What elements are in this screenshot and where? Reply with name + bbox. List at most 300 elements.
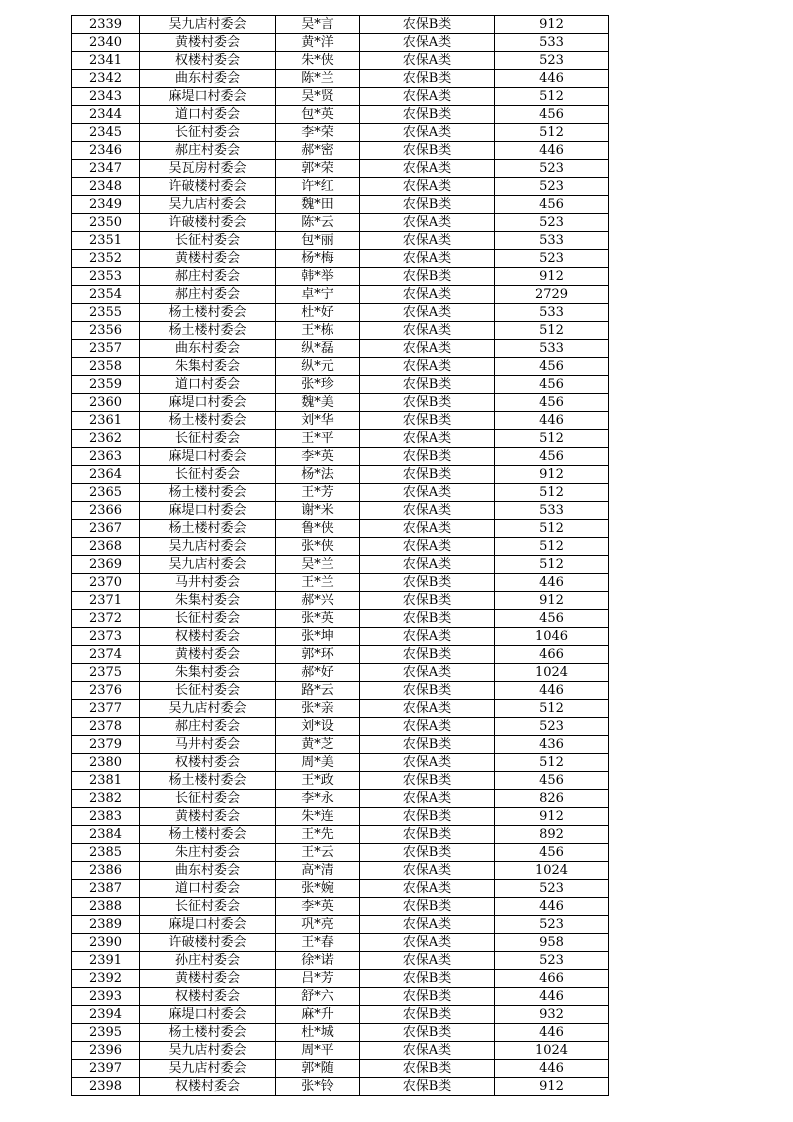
cell-amount: 512	[495, 538, 609, 556]
table-row	[72, 196, 609, 214]
cell-amount: 533	[495, 502, 609, 520]
cell-category: 农保A类	[360, 124, 495, 142]
cell-amount: 1024	[495, 862, 609, 880]
table-row	[72, 268, 609, 286]
cell-village-committee: 吴九店村委会	[140, 700, 276, 718]
table-row	[72, 970, 609, 988]
cell-amount: 446	[495, 574, 609, 592]
cell-category: 农保A类	[360, 34, 495, 52]
table-row	[72, 358, 609, 376]
cell-category: 农保B类	[360, 466, 495, 484]
cell-village-committee: 杨土楼村委会	[140, 322, 276, 340]
table-row	[72, 826, 609, 844]
cell-category: 农保B类	[360, 898, 495, 916]
cell-category: 农保A类	[360, 178, 495, 196]
cell-name: 高*清	[276, 862, 360, 880]
table-row	[72, 700, 609, 718]
cell-serial: 2369	[72, 556, 140, 574]
cell-serial: 2363	[72, 448, 140, 466]
cell-name: 郭*荣	[276, 160, 360, 178]
cell-serial: 2389	[72, 916, 140, 934]
cell-village-committee: 吴九店村委会	[140, 538, 276, 556]
cell-category: 农保B类	[360, 142, 495, 160]
cell-serial: 2365	[72, 484, 140, 502]
table-row	[72, 304, 609, 322]
cell-category: 农保A类	[360, 718, 495, 736]
cell-amount: 436	[495, 736, 609, 754]
cell-amount: 456	[495, 106, 609, 124]
cell-serial: 2398	[72, 1078, 140, 1096]
cell-name: 舒*六	[276, 988, 360, 1006]
cell-name: 包*英	[276, 106, 360, 124]
cell-name: 卓*宁	[276, 286, 360, 304]
table-row	[72, 520, 609, 538]
cell-category: 农保B类	[360, 844, 495, 862]
table-row	[72, 250, 609, 268]
cell-amount: 512	[495, 484, 609, 502]
data-table	[71, 15, 609, 1096]
cell-category: 农保A类	[360, 862, 495, 880]
cell-village-committee: 道口村委会	[140, 880, 276, 898]
cell-name: 吴*兰	[276, 556, 360, 574]
cell-amount: 446	[495, 898, 609, 916]
cell-name: 郭*随	[276, 1060, 360, 1078]
cell-category: 农保A类	[360, 934, 495, 952]
table-row	[72, 1006, 609, 1024]
cell-serial: 2348	[72, 178, 140, 196]
table-row	[72, 880, 609, 898]
table-row	[72, 862, 609, 880]
cell-village-committee: 长征村委会	[140, 466, 276, 484]
cell-village-committee: 权楼村委会	[140, 52, 276, 70]
cell-village-committee: 黄楼村委会	[140, 970, 276, 988]
cell-category: 农保B类	[360, 448, 495, 466]
table-row	[72, 934, 609, 952]
cell-name: 吕*芳	[276, 970, 360, 988]
table-row	[72, 394, 609, 412]
cell-name: 郝*好	[276, 664, 360, 682]
cell-serial: 2346	[72, 142, 140, 160]
cell-village-committee: 朱集村委会	[140, 664, 276, 682]
cell-name: 张*侠	[276, 538, 360, 556]
cell-category: 农保A类	[360, 754, 495, 772]
table-row	[72, 466, 609, 484]
cell-village-committee: 权楼村委会	[140, 628, 276, 646]
cell-serial: 2394	[72, 1006, 140, 1024]
cell-amount: 912	[495, 808, 609, 826]
cell-amount: 1024	[495, 1042, 609, 1060]
cell-village-committee: 权楼村委会	[140, 1078, 276, 1096]
cell-village-committee: 麻堤口村委会	[140, 502, 276, 520]
cell-serial: 2371	[72, 592, 140, 610]
cell-name: 郝*兴	[276, 592, 360, 610]
cell-name: 刘*华	[276, 412, 360, 430]
cell-serial: 2375	[72, 664, 140, 682]
cell-village-committee: 吴瓦房村委会	[140, 160, 276, 178]
table-row	[72, 808, 609, 826]
cell-category: 农保B类	[360, 196, 495, 214]
cell-serial: 2343	[72, 88, 140, 106]
cell-amount: 512	[495, 520, 609, 538]
table-body	[72, 16, 609, 1096]
cell-serial: 2358	[72, 358, 140, 376]
cell-village-committee: 麻堤口村委会	[140, 1006, 276, 1024]
cell-serial: 2356	[72, 322, 140, 340]
cell-serial: 2378	[72, 718, 140, 736]
cell-name: 张*英	[276, 610, 360, 628]
cell-name: 周*美	[276, 754, 360, 772]
cell-amount: 446	[495, 412, 609, 430]
cell-category: 农保A类	[360, 538, 495, 556]
cell-amount: 456	[495, 772, 609, 790]
cell-village-committee: 吴九店村委会	[140, 556, 276, 574]
cell-village-committee: 杨土楼村委会	[140, 1024, 276, 1042]
cell-amount: 1024	[495, 664, 609, 682]
cell-amount: 912	[495, 16, 609, 34]
table-row	[72, 916, 609, 934]
cell-village-committee: 麻堤口村委会	[140, 394, 276, 412]
table-row	[72, 340, 609, 358]
cell-amount: 523	[495, 880, 609, 898]
cell-name: 麻*升	[276, 1006, 360, 1024]
cell-village-committee: 杨土楼村委会	[140, 772, 276, 790]
cell-category: 农保B类	[360, 826, 495, 844]
table-row	[72, 214, 609, 232]
cell-name: 李*荣	[276, 124, 360, 142]
table-row	[72, 556, 609, 574]
table-row	[72, 898, 609, 916]
table-row	[72, 1024, 609, 1042]
cell-category: 农保B类	[360, 106, 495, 124]
table-row	[72, 1042, 609, 1060]
cell-name: 刘*设	[276, 718, 360, 736]
cell-serial: 2373	[72, 628, 140, 646]
cell-name: 王*平	[276, 430, 360, 448]
cell-name: 王*先	[276, 826, 360, 844]
cell-category: 农保A类	[360, 502, 495, 520]
cell-village-committee: 朱集村委会	[140, 592, 276, 610]
cell-name: 王*政	[276, 772, 360, 790]
cell-serial: 2388	[72, 898, 140, 916]
table-row	[72, 412, 609, 430]
cell-serial: 2382	[72, 790, 140, 808]
table-row	[72, 574, 609, 592]
cell-amount: 533	[495, 340, 609, 358]
cell-serial: 2380	[72, 754, 140, 772]
cell-name: 王*春	[276, 934, 360, 952]
cell-amount: 446	[495, 70, 609, 88]
table-row	[72, 736, 609, 754]
cell-serial: 2352	[72, 250, 140, 268]
cell-category: 农保B类	[360, 988, 495, 1006]
cell-village-committee: 长征村委会	[140, 124, 276, 142]
cell-name: 李*永	[276, 790, 360, 808]
table-row	[72, 106, 609, 124]
cell-amount: 523	[495, 160, 609, 178]
cell-category: 农保B类	[360, 376, 495, 394]
cell-name: 张*珍	[276, 376, 360, 394]
table-row	[72, 754, 609, 772]
cell-category: 农保B类	[360, 1024, 495, 1042]
cell-name: 周*平	[276, 1042, 360, 1060]
cell-village-committee: 孙庄村委会	[140, 952, 276, 970]
cell-village-committee: 道口村委会	[140, 376, 276, 394]
cell-name: 李*英	[276, 448, 360, 466]
cell-serial: 2395	[72, 1024, 140, 1042]
cell-village-committee: 道口村委会	[140, 106, 276, 124]
cell-village-committee: 许破楼村委会	[140, 214, 276, 232]
cell-village-committee: 黄楼村委会	[140, 646, 276, 664]
cell-serial: 2359	[72, 376, 140, 394]
cell-serial: 2349	[72, 196, 140, 214]
cell-amount: 912	[495, 592, 609, 610]
cell-name: 王*栋	[276, 322, 360, 340]
cell-village-committee: 长征村委会	[140, 790, 276, 808]
cell-village-committee: 黄楼村委会	[140, 250, 276, 268]
cell-category: 农保B类	[360, 574, 495, 592]
table-row	[72, 286, 609, 304]
table-row	[72, 142, 609, 160]
cell-amount: 512	[495, 754, 609, 772]
cell-category: 农保B类	[360, 394, 495, 412]
cell-serial: 2376	[72, 682, 140, 700]
cell-serial: 2390	[72, 934, 140, 952]
cell-category: 农保B类	[360, 70, 495, 88]
cell-serial: 2392	[72, 970, 140, 988]
cell-village-committee: 麻堤口村委会	[140, 448, 276, 466]
cell-serial: 2366	[72, 502, 140, 520]
cell-name: 张*婉	[276, 880, 360, 898]
cell-amount: 512	[495, 88, 609, 106]
cell-name: 张*铃	[276, 1078, 360, 1096]
cell-name: 纵*磊	[276, 340, 360, 358]
cell-category: 农保A类	[360, 916, 495, 934]
cell-category: 农保A类	[360, 556, 495, 574]
cell-amount: 446	[495, 1060, 609, 1078]
cell-amount: 446	[495, 142, 609, 160]
cell-category: 农保B类	[360, 610, 495, 628]
cell-village-committee: 吴九店村委会	[140, 1060, 276, 1078]
cell-amount: 523	[495, 250, 609, 268]
cell-name: 黄*芝	[276, 736, 360, 754]
cell-village-committee: 曲东村委会	[140, 340, 276, 358]
cell-serial: 2351	[72, 232, 140, 250]
cell-amount: 932	[495, 1006, 609, 1024]
cell-village-committee: 杨土楼村委会	[140, 826, 276, 844]
cell-village-committee: 长征村委会	[140, 610, 276, 628]
cell-name: 徐*诺	[276, 952, 360, 970]
table-row	[72, 160, 609, 178]
cell-amount: 456	[495, 358, 609, 376]
cell-amount: 523	[495, 178, 609, 196]
cell-category: 农保B类	[360, 736, 495, 754]
cell-village-committee: 长征村委会	[140, 232, 276, 250]
cell-amount: 2729	[495, 286, 609, 304]
cell-serial: 2393	[72, 988, 140, 1006]
table-row	[72, 646, 609, 664]
cell-amount: 512	[495, 430, 609, 448]
cell-village-committee: 杨土楼村委会	[140, 304, 276, 322]
table-row	[72, 232, 609, 250]
cell-village-committee: 许破楼村委会	[140, 934, 276, 952]
cell-name: 许*红	[276, 178, 360, 196]
cell-name: 巩*亮	[276, 916, 360, 934]
cell-name: 谢*米	[276, 502, 360, 520]
cell-name: 魏*美	[276, 394, 360, 412]
cell-serial: 2344	[72, 106, 140, 124]
cell-amount: 512	[495, 124, 609, 142]
cell-category: 农保A类	[360, 340, 495, 358]
cell-amount: 446	[495, 1024, 609, 1042]
cell-serial: 2385	[72, 844, 140, 862]
cell-village-committee: 朱集村委会	[140, 358, 276, 376]
cell-village-committee: 长征村委会	[140, 682, 276, 700]
cell-serial: 2384	[72, 826, 140, 844]
cell-category: 农保A类	[360, 628, 495, 646]
table-row	[72, 484, 609, 502]
cell-name: 陈*兰	[276, 70, 360, 88]
cell-name: 杨*梅	[276, 250, 360, 268]
cell-name: 吴*言	[276, 16, 360, 34]
cell-amount: 512	[495, 556, 609, 574]
cell-serial: 2383	[72, 808, 140, 826]
table-row	[72, 952, 609, 970]
cell-amount: 912	[495, 268, 609, 286]
cell-category: 农保A类	[360, 520, 495, 538]
cell-village-committee: 曲东村委会	[140, 70, 276, 88]
cell-category: 农保A类	[360, 430, 495, 448]
cell-category: 农保B类	[360, 772, 495, 790]
cell-amount: 523	[495, 214, 609, 232]
table-row	[72, 628, 609, 646]
table-row	[72, 1060, 609, 1078]
cell-category: 农保A类	[360, 214, 495, 232]
cell-village-committee: 郝庄村委会	[140, 142, 276, 160]
table-row	[72, 70, 609, 88]
cell-serial: 2357	[72, 340, 140, 358]
cell-amount: 512	[495, 700, 609, 718]
table-row	[72, 790, 609, 808]
cell-category: 农保A类	[360, 322, 495, 340]
cell-category: 农保A类	[360, 1042, 495, 1060]
cell-serial: 2347	[72, 160, 140, 178]
cell-amount: 533	[495, 232, 609, 250]
table-row	[72, 592, 609, 610]
cell-category: 农保B类	[360, 1078, 495, 1096]
cell-name: 包*丽	[276, 232, 360, 250]
cell-category: 农保A类	[360, 700, 495, 718]
cell-serial: 2381	[72, 772, 140, 790]
cell-category: 农保B类	[360, 16, 495, 34]
cell-category: 农保A类	[360, 88, 495, 106]
cell-category: 农保B类	[360, 592, 495, 610]
cell-serial: 2361	[72, 412, 140, 430]
cell-name: 王*兰	[276, 574, 360, 592]
cell-amount: 512	[495, 322, 609, 340]
cell-category: 农保A类	[360, 880, 495, 898]
cell-name: 张*坤	[276, 628, 360, 646]
cell-serial: 2345	[72, 124, 140, 142]
table-row	[72, 610, 609, 628]
cell-village-committee: 麻堤口村委会	[140, 88, 276, 106]
cell-name: 纵*元	[276, 358, 360, 376]
cell-name: 黄*洋	[276, 34, 360, 52]
table-row	[72, 772, 609, 790]
cell-amount: 446	[495, 682, 609, 700]
cell-amount: 533	[495, 304, 609, 322]
cell-village-committee: 曲东村委会	[140, 862, 276, 880]
cell-village-committee: 杨土楼村委会	[140, 520, 276, 538]
table-row	[72, 664, 609, 682]
table-row	[72, 124, 609, 142]
cell-serial: 2386	[72, 862, 140, 880]
table-row	[72, 34, 609, 52]
cell-amount: 446	[495, 988, 609, 1006]
cell-name: 李*英	[276, 898, 360, 916]
cell-serial: 2396	[72, 1042, 140, 1060]
cell-amount: 456	[495, 844, 609, 862]
cell-village-committee: 长征村委会	[140, 430, 276, 448]
table-row	[72, 1078, 609, 1096]
cell-name: 陈*云	[276, 214, 360, 232]
cell-serial: 2377	[72, 700, 140, 718]
cell-category: 农保A类	[360, 232, 495, 250]
cell-category: 农保A类	[360, 358, 495, 376]
cell-name: 韩*举	[276, 268, 360, 286]
table-row	[72, 376, 609, 394]
cell-village-committee: 黄楼村委会	[140, 34, 276, 52]
cell-category: 农保A类	[360, 286, 495, 304]
cell-serial: 2340	[72, 34, 140, 52]
table-row	[72, 448, 609, 466]
table-row	[72, 322, 609, 340]
cell-name: 朱*连	[276, 808, 360, 826]
cell-serial: 2364	[72, 466, 140, 484]
cell-amount: 466	[495, 970, 609, 988]
cell-category: 农保A类	[360, 664, 495, 682]
cell-village-committee: 杨土楼村委会	[140, 412, 276, 430]
cell-category: 农保B类	[360, 1060, 495, 1078]
cell-name: 郭*环	[276, 646, 360, 664]
cell-village-committee: 吴九店村委会	[140, 1042, 276, 1060]
cell-category: 农保A类	[360, 52, 495, 70]
table-row	[72, 52, 609, 70]
cell-village-committee: 杨土楼村委会	[140, 484, 276, 502]
cell-category: 农保B类	[360, 808, 495, 826]
cell-amount: 456	[495, 394, 609, 412]
cell-village-committee: 长征村委会	[140, 898, 276, 916]
cell-category: 农保A类	[360, 484, 495, 502]
cell-amount: 523	[495, 952, 609, 970]
cell-village-committee: 黄楼村委会	[140, 808, 276, 826]
cell-amount: 466	[495, 646, 609, 664]
cell-category: 农保B类	[360, 412, 495, 430]
cell-serial: 2355	[72, 304, 140, 322]
table-row	[72, 844, 609, 862]
cell-village-committee: 马井村委会	[140, 574, 276, 592]
cell-category: 农保B类	[360, 970, 495, 988]
cell-name: 魏*田	[276, 196, 360, 214]
cell-serial: 2360	[72, 394, 140, 412]
cell-village-committee: 郝庄村委会	[140, 268, 276, 286]
cell-village-committee: 朱庄村委会	[140, 844, 276, 862]
cell-serial: 2368	[72, 538, 140, 556]
table-row	[72, 16, 609, 34]
table-row	[72, 502, 609, 520]
cell-serial: 2354	[72, 286, 140, 304]
cell-category: 农保A类	[360, 952, 495, 970]
cell-serial: 2387	[72, 880, 140, 898]
